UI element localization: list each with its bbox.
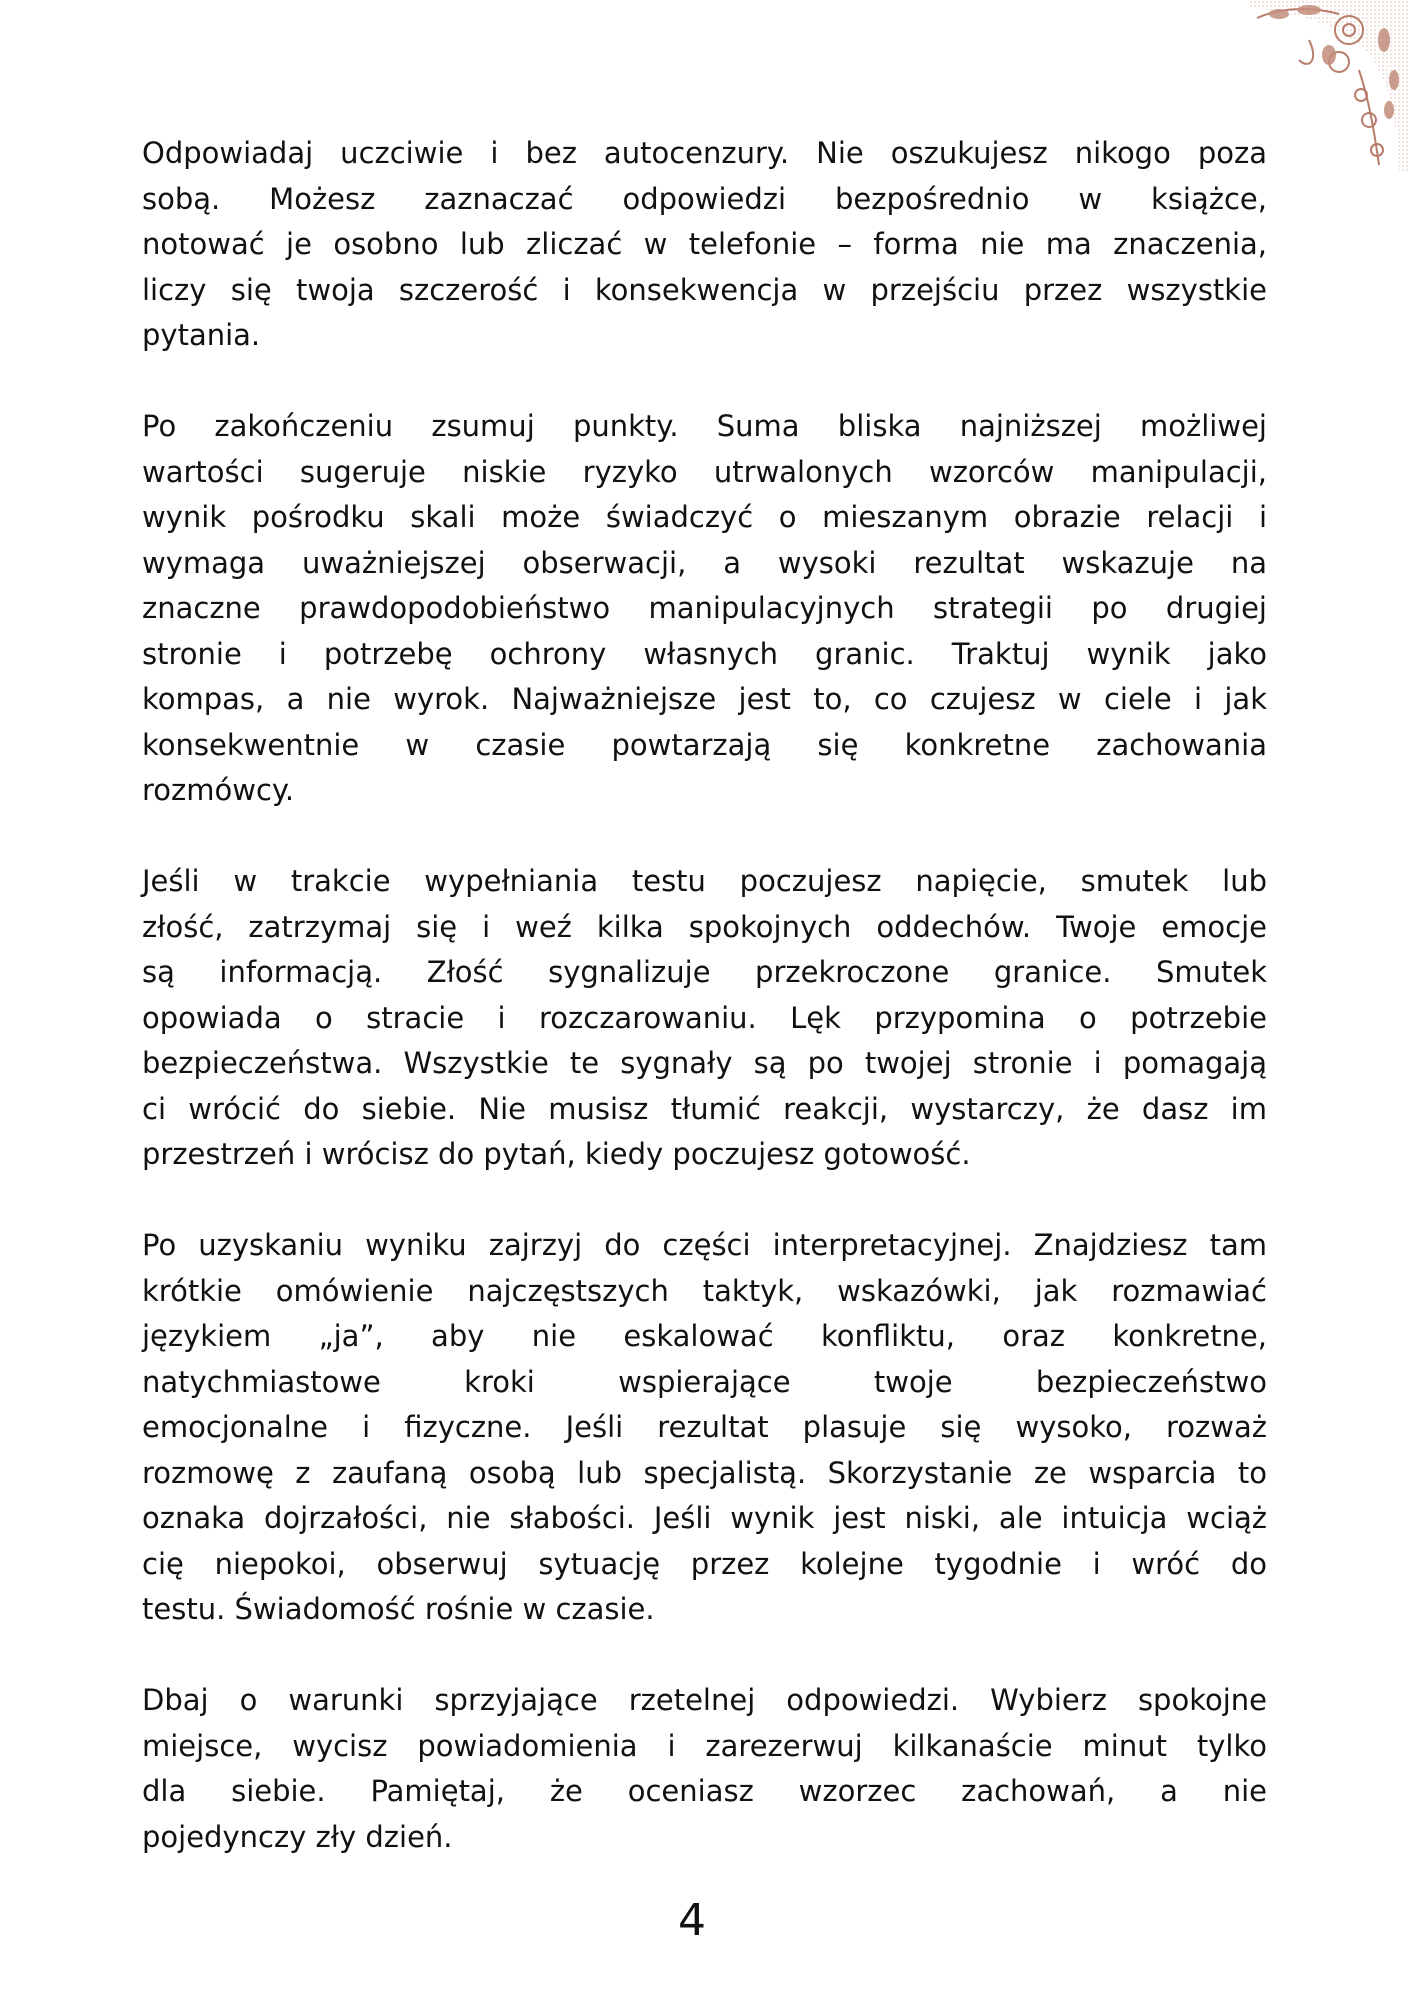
text-line: pytania. bbox=[142, 318, 261, 352]
text-line: miejsce, wycisz powiadomienia i zarezerwuj kilkanaście minut tylko bbox=[142, 1728, 1267, 1763]
text-line: stronie i potrzebę ochrony własnych granic. Traktuj wynik jako bbox=[142, 636, 1267, 671]
text-line: Odpowiadaj uczciwie i bez autocenzury. Nie oszukujesz nikogo poza bbox=[142, 136, 1267, 170]
paragraph-2 bbox=[142, 404, 1267, 814]
text-line: sobą. Możesz zaznaczać odpowiedzi bezpośrednio w książce, bbox=[142, 181, 1267, 216]
text-line: przestrzeń i wrócisz do pytań, kiedy poczujesz gotowość. bbox=[142, 1137, 971, 1171]
text-line: znaczne prawdopodobieństwo manipulacyjnych strategii po drugiej bbox=[142, 591, 1267, 625]
text-line: bezpieczeństwa. Wszystkie te sygnały są po twojej stronie i pomagają bbox=[142, 1046, 1267, 1080]
text-line: złość, zatrzymaj się i weź kilka spokojnych oddechów. Twoje emocje bbox=[142, 909, 1267, 944]
text-line: Jeśli w trakcie wypełniania testu poczujesz napięcie, smutek lub bbox=[142, 864, 1267, 898]
text-line: konsekwentnie w czasie powtarzają się konkretne zachowania bbox=[142, 727, 1267, 762]
paragraph-1 bbox=[142, 131, 1267, 359]
lace-corner-ornament-icon bbox=[1249, 0, 1409, 172]
paragraph-3 bbox=[142, 859, 1267, 1178]
text-line: dla siebie. Pamiętaj, że oceniasz wzorzec zachowań, a nie bbox=[142, 1774, 1267, 1808]
page-number: 4 bbox=[678, 1895, 706, 1946]
text-line: testu. Świadomość rośnie w czasie. bbox=[142, 1592, 655, 1626]
text-line: wymaga uważniejszej obserwacji, a wysoki rezultat wskazuje na bbox=[142, 545, 1267, 580]
text-line: językiem „ja”, aby nie eskalować konfliktu, oraz konkretne, bbox=[142, 1319, 1267, 1353]
text-line: notować je osobno lub zliczać w telefonie – forma nie ma znaczenia, bbox=[142, 227, 1267, 261]
text-line: Po zakończeniu zsumuj punkty. Suma bliska najniższej możliwej bbox=[142, 409, 1267, 443]
text-line: Po uzyskaniu wyniku zajrzyj do części interpretacyjnej. Znajdziesz tam bbox=[142, 1228, 1267, 1262]
text-line: emocjonalne i fizyczne. Jeśli rezultat plasuje się wysoko, rozważ bbox=[142, 1410, 1267, 1444]
body-text bbox=[142, 131, 1267, 1906]
text-line: wartości sugeruje niskie ryzyko utrwalonych wzorców manipulacji, bbox=[142, 454, 1267, 489]
text-line: oznaka dojrzałości, nie słabości. Jeśli wynik jest niski, ale intuicja wciąż bbox=[142, 1501, 1267, 1535]
text-line: rozmowę z zaufaną osobą lub specjalistą. Skorzystanie ze wsparcia to bbox=[142, 1455, 1267, 1490]
text-line: cię niepokoi, obserwuj sytuację przez kolejne tygodnie i wróć do bbox=[142, 1546, 1267, 1581]
text-line: liczy się twoja szczerość i konsekwencja w przejściu przez wszystkie bbox=[142, 272, 1267, 307]
text-line: Dbaj o warunki sprzyjające rzetelnej odpowiedzi. Wybierz spokojne bbox=[142, 1683, 1267, 1717]
text-line: krótkie omówienie najczęstszych taktyk, wskazówki, jak rozmawiać bbox=[142, 1273, 1267, 1308]
text-line: pojedynczy zły dzień. bbox=[142, 1819, 453, 1854]
text-line: ci wrócić do siebie. Nie musisz tłumić reakcji, wystarczy, że dasz im bbox=[142, 1091, 1267, 1126]
text-line: są informacją. Złość sygnalizuje przekroczone granice. Smutek bbox=[142, 955, 1267, 989]
text-line: natychmiastowe kroki wspierające twoje bezpieczeństwo bbox=[142, 1364, 1267, 1399]
text-line: kompas, a nie wyrok. Najważniejsze jest to, co czujesz w ciele i jak bbox=[142, 682, 1267, 716]
paragraph-4 bbox=[142, 1223, 1267, 1633]
text-line: rozmówcy. bbox=[142, 773, 295, 807]
text-line: wynik pośrodku skali może świadczyć o mieszanym obrazie relacji i bbox=[142, 500, 1267, 534]
text-line: opowiada o stracie i rozczarowaniu. Lęk przypomina o potrzebie bbox=[142, 1000, 1267, 1035]
paragraph-5 bbox=[142, 1678, 1267, 1860]
